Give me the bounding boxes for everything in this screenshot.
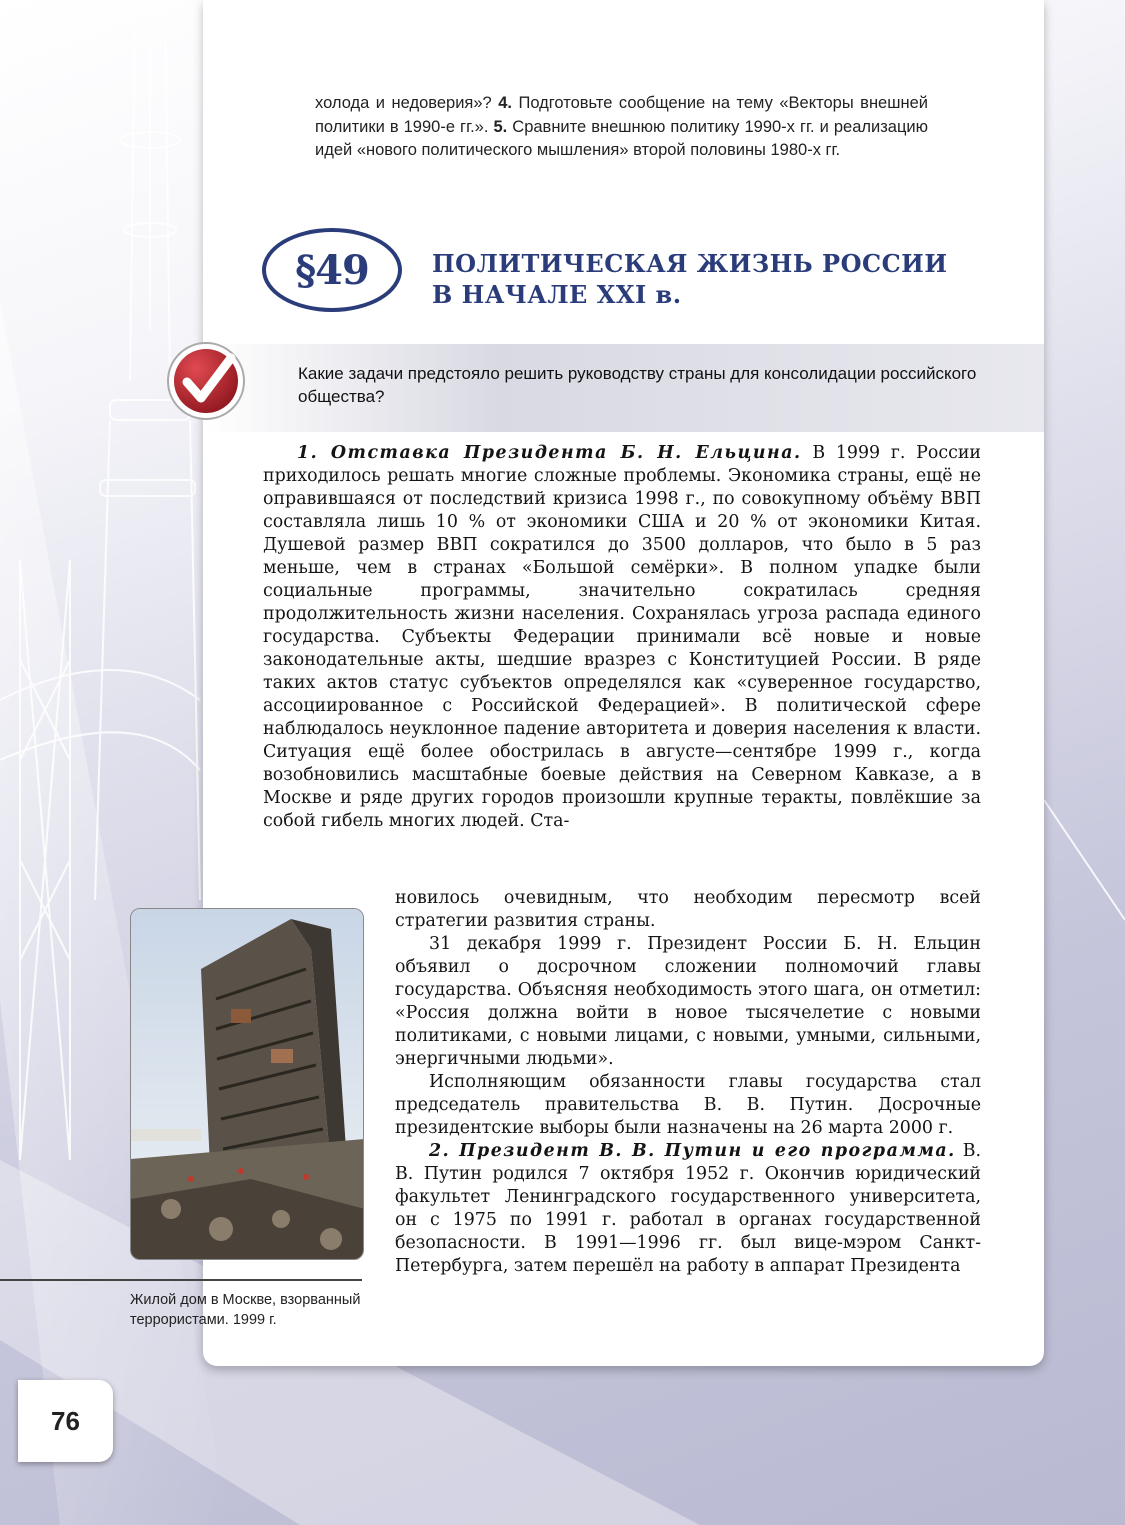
chapter-title xyxy=(432,248,972,310)
intro-questions xyxy=(315,92,928,163)
intro-line1: холода и недоверия»? xyxy=(315,94,492,112)
chapter-title-line2: В НАЧАЛЕ XXI в. xyxy=(432,280,682,309)
photo-caption: Жилой дом в Москве, взорванный террористами. 1999 г. xyxy=(130,1292,361,1328)
page-number-tab xyxy=(18,1380,113,1462)
checkmark-icon xyxy=(165,340,247,422)
question-5-number: 5. xyxy=(493,117,508,136)
page-number: 76 xyxy=(51,1405,80,1436)
caption-divider xyxy=(0,1279,362,1281)
section-2-heading: 2. Президент В. В. Путин и его программа. xyxy=(429,1141,956,1161)
chapter-title-line1: ПОЛИТИЧЕСКАЯ ЖИЗНЬ РОССИИ xyxy=(432,249,948,278)
paragraph-number-badge xyxy=(262,228,402,312)
paragraph-number: §49 xyxy=(295,246,369,294)
question-5-text: Сравните внешнюю политику 1990-х гг. и реализацию идей «нового политического мышления» второй половины 1980-х гг. xyxy=(315,117,928,159)
section-1-paragraph: В 1999 г. России приходилось решать многие сложные проблемы. Экономика страны, ещё не оправившаяся от последствий кризиса 1998 г., по совокупному объёму ВВП составляла лишь 10 % от экономики США и 20 % от экономики Китая. Душевой размер ВВП сократился до 3500 долларов, что было в 5 раз меньше, чем в странах «Большой семёрки». В полном упадке были социальные программы, значительно сократилась средняя продолжительность жизни населения. Сохранялась угроза распада единого государства. Субъекты Федерации принимали всё новые и новые законодательные акты, шедшие вразрез с Конституцией России. В ряде таких актов статус субъектов определялся как «суверенное государство, ассоциированное с Российской Федерацией». В политической сфере наблюдалось неуклонное падение авторитета и доверия населения к власти. Ситуация ещё более обострилась в августе—сентябре 1999 г., когда возобновились масштабные боевые действия на Северном Кавказе, а в Москве и ряде других городов произошли крупные теракты, повлёкшие за собой гибель многих людей. Ста- xyxy=(263,443,982,831)
section-1-paragraph-2: 31 декабря 1999 г. Президент России Б. Н. Ельцин объявил о досрочном сложении полномочий главы государства. Объясняя необходимость этого шага, он отметил: «Россия должна войти в новое тысячелетие с новыми политиками, с новыми лицами, с новыми, умными, сильными, энергичными людьми». xyxy=(395,934,981,1069)
section-1-continuation: новилось очевидным, что необходим пересмотр всей стратегии развития страны. xyxy=(395,888,981,931)
question-4-number: 4. xyxy=(498,94,512,112)
question-4-text: Подготовьте сообщение на тему «Векторы внешней политики в 1990-е гг.». xyxy=(315,94,928,136)
section-1-column-text xyxy=(395,887,981,1278)
photo-destroyed-building xyxy=(130,908,364,1260)
section-1-heading: 1. Отставка Президента Б. Н. Ельцина. xyxy=(297,443,802,463)
section-1-paragraph-3: Исполняющим обязанности главы государства стал председатель правительства В. В. Путин. Досрочные президентские выборы были назначены на 26 марта 2000 г. xyxy=(395,1072,981,1138)
section-1-text xyxy=(263,442,981,833)
section-2-paragraph: В. В. Путин родился 7 октября 1952 г. Окончив юридический факультет Ленинградского государственного университета, он с 1975 по 1991 г. работал в органах государственной безопасности. В 1991—1996 гг. был вице-мэром Санкт-Петербурга, затем перешёл на работу в аппарат Президента xyxy=(395,1141,982,1276)
key-question: Какие задачи предстояло решить руководству страны для консолидации российского общества? xyxy=(298,364,977,406)
